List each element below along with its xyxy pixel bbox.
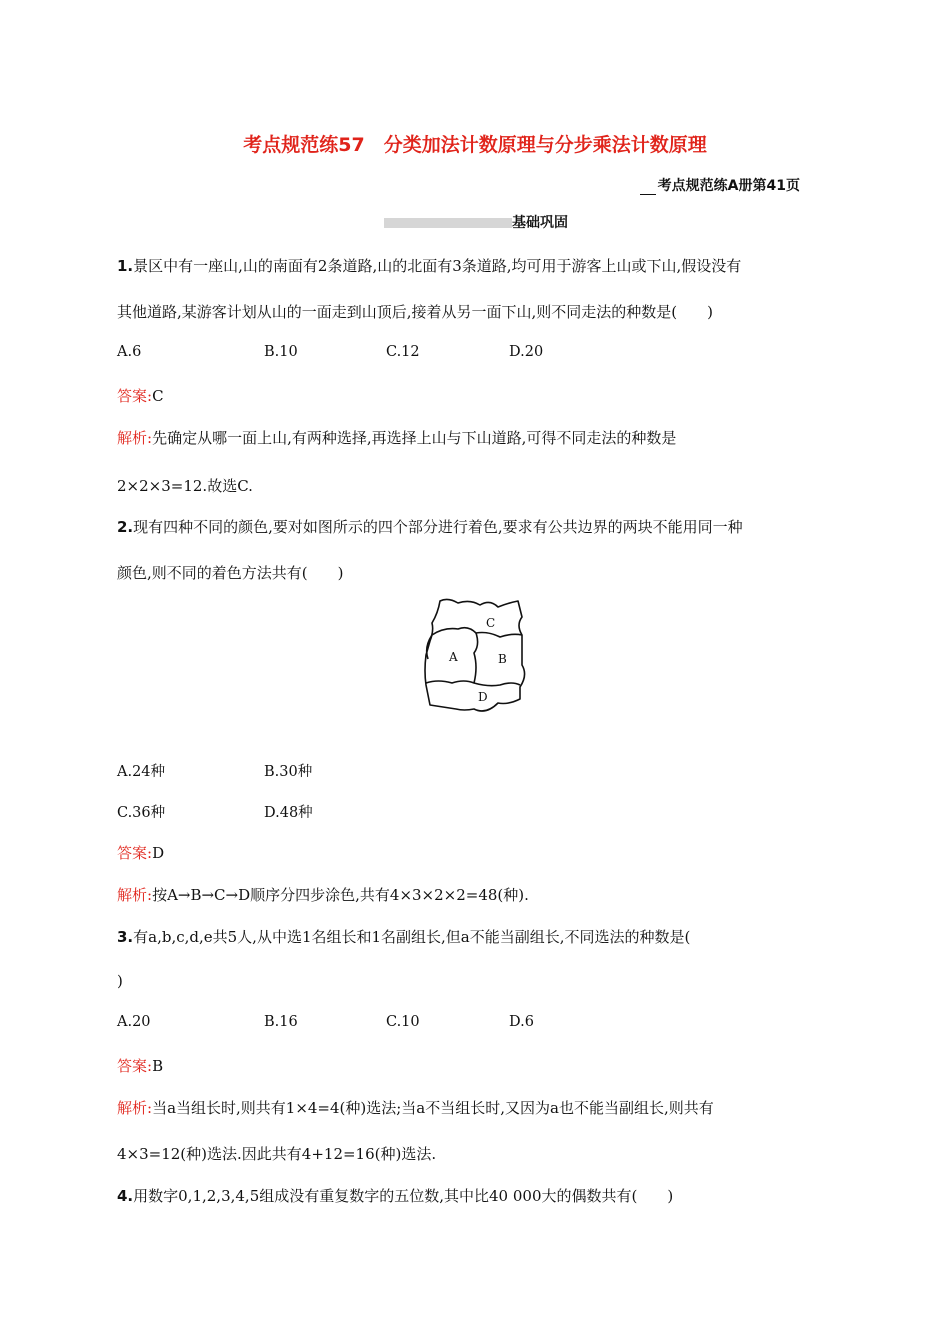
q1-number: 1. xyxy=(117,257,134,275)
q2-stem-line1 xyxy=(117,516,743,537)
q1-answer xyxy=(117,385,164,406)
book-reference-text: 考点规范练A册第41页 xyxy=(657,178,800,194)
q3-number: 3. xyxy=(117,928,134,946)
q1-text-1: 景区中有一座山,山的南面有2条道路,山的北面有3条道路,均可用于游客上山或下山,假设没有 xyxy=(133,257,742,275)
q1-analysis-text: 先确定从哪一面上山,有两种选择,再选择上山与下山道路,可得不同走法的种数是 xyxy=(152,429,677,447)
q3-option-a: A.20 xyxy=(117,1014,151,1030)
q3-analysis-text: 当a当组长时,则共有1×4=4(种)选法;当a不当组长时,又因为a也不能当副组长,则共有 xyxy=(152,1099,714,1117)
q1-option-b: B.10 xyxy=(264,344,298,360)
q3-analysis-line1 xyxy=(117,1097,714,1118)
q3-analysis-line2: 4×3=12(种)选法.因此共有4+12=16(种)选法. xyxy=(117,1145,437,1163)
q2-text-1: 现有四种不同的颜色,要对如图所示的四个部分进行着色,要求有公共边界的两块不能用同一种 xyxy=(133,518,743,536)
q3-stem-line1 xyxy=(117,926,690,947)
q1-analysis-label: 解析: xyxy=(117,429,153,447)
q4-stem-line1 xyxy=(117,1185,673,1206)
q2-analysis-text: 按A→B→C→D顺序分四步涂色,共有4×3×2×2=48(种). xyxy=(152,886,529,904)
q3-answer-label: 答案: xyxy=(117,1057,153,1075)
q3-option-d: D.6 xyxy=(509,1014,534,1030)
q3-option-c: C.10 xyxy=(386,1014,420,1030)
figure-label-c: C xyxy=(486,616,496,630)
q4-number: 4. xyxy=(117,1187,134,1205)
q1-analysis-line2: 2×2×3=12.故选C. xyxy=(117,477,253,495)
q2-answer-value: D xyxy=(152,844,165,862)
region-map-figure xyxy=(418,595,530,717)
q2-option-d: D.48种 xyxy=(264,805,313,821)
q2-answer xyxy=(117,842,164,863)
q2-answer-label: 答案: xyxy=(117,844,153,862)
q4-text-1: 用数字0,1,2,3,4,5组成没有重复数字的五位数,其中比40 000大的偶数共有( ) xyxy=(133,1187,674,1205)
figure-label-a: A xyxy=(449,650,458,664)
page-title: 考点规范练57 分类加法计数原理与分步乘法计数原理 xyxy=(243,134,707,156)
q2-number: 2. xyxy=(117,518,134,536)
q1-answer-value: C xyxy=(152,387,164,405)
q1-stem-line1 xyxy=(117,255,741,276)
q2-stem-line2: 颜色,则不同的着色方法共有( ) xyxy=(117,564,344,582)
border-ab xyxy=(474,633,478,683)
q3-stem-line2: ) xyxy=(117,972,123,990)
q1-analysis-line1 xyxy=(117,427,676,448)
q1-stem-line2: 其他道路,某游客计划从山的一面走到山顶后,接着从另一面下山,则不同走法的种数是( ) xyxy=(117,303,714,321)
section-heading xyxy=(384,212,568,232)
q3-answer-value: B xyxy=(152,1057,164,1075)
q2-option-b: B.30种 xyxy=(264,764,313,780)
q1-option-d: D.20 xyxy=(509,344,544,360)
section-title: 基础巩固 xyxy=(512,215,568,231)
blank-line xyxy=(640,180,656,195)
q3-text-1: 有a,b,c,d,e共5人,从中选1名组长和1名副组长,但a不能当副组长,不同选法的种数是( xyxy=(133,928,691,946)
q2-analysis-line1 xyxy=(117,884,529,905)
section-bar xyxy=(384,218,512,228)
q2-option-a: A.24种 xyxy=(117,764,166,780)
figure-label-b: B xyxy=(498,652,507,666)
q3-analysis-label: 解析: xyxy=(117,1099,153,1117)
border-bottom xyxy=(426,681,520,686)
figure-label-d: D xyxy=(478,690,488,704)
q2-option-c: C.36种 xyxy=(117,805,166,821)
q1-option-c: C.12 xyxy=(386,344,420,360)
q1-option-a: A.6 xyxy=(117,344,142,360)
book-reference xyxy=(640,175,800,195)
q3-answer xyxy=(117,1055,163,1076)
q2-analysis-label: 解析: xyxy=(117,886,153,904)
q1-answer-label: 答案: xyxy=(117,387,153,405)
q3-option-b: B.16 xyxy=(264,1014,298,1030)
